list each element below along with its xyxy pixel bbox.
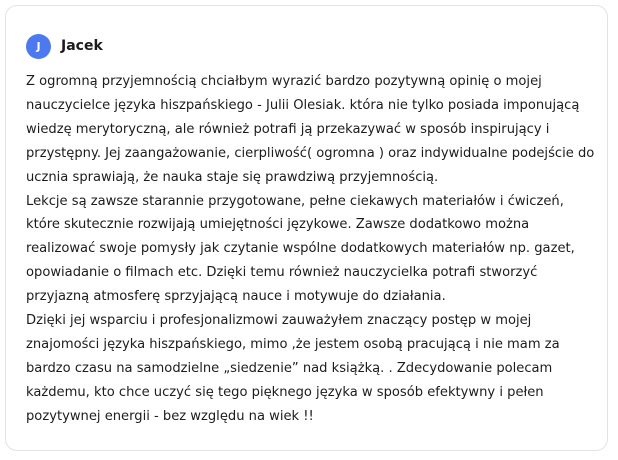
review-text — [26, 70, 596, 429]
author-name: Jacek — [61, 38, 103, 54]
review-paragraph: Dzięki jej wsparciu i profesjonalizmowi zauważyłem znaczący postęp w mojej znajomości języka hiszpańskiego, mimo ,że jestem osobą pracującą i nie mam za bardzo czasu na samodzielne „siedzenie” nad książką. . Zdecydowanie polecam każdemu, kto chce uczyć się tego pięknego języka w sposób efektywny i pełen pozytywnej energii - bez względu na wiek !! — [26, 313, 560, 424]
review-paragraph: Z ogromną przyjemnością chciałbym wyrazić bardzo pozytywną opinię o mojej nauczycielce języka hiszpańskiego - Julii Olesiak. która nie tylko posiada imponującą wiedzę merytoryczną, ale również potrafi ją przekazywać w sposób inspirujący i przystępny. Jej zaangażowanie, cierpliwość( ogromna ) oraz indywidualne podejście do ucznia sprawiają, że nauka staje się prawdziwą przyjemnością. — [26, 74, 595, 185]
review-header — [26, 31, 103, 61]
review-paragraph: Lekcje są zawsze starannie przygotowane, pełne ciekawych materiałów i ćwiczeń, które skutecznie rozwijają umiejętności językowe. Zawsze dodatkowo można realizować swoje pomysły jak czytanie wspólne dodatkowych materiałów np. gazet, opowiadanie o filmach etc. Dzięki temu również nauczycielka potrafi stworzyć przyjazną atmosferę sprzyjającą nauce i motywuje do działania. — [26, 193, 575, 305]
review-card — [5, 5, 608, 451]
avatar: J — [26, 34, 51, 59]
